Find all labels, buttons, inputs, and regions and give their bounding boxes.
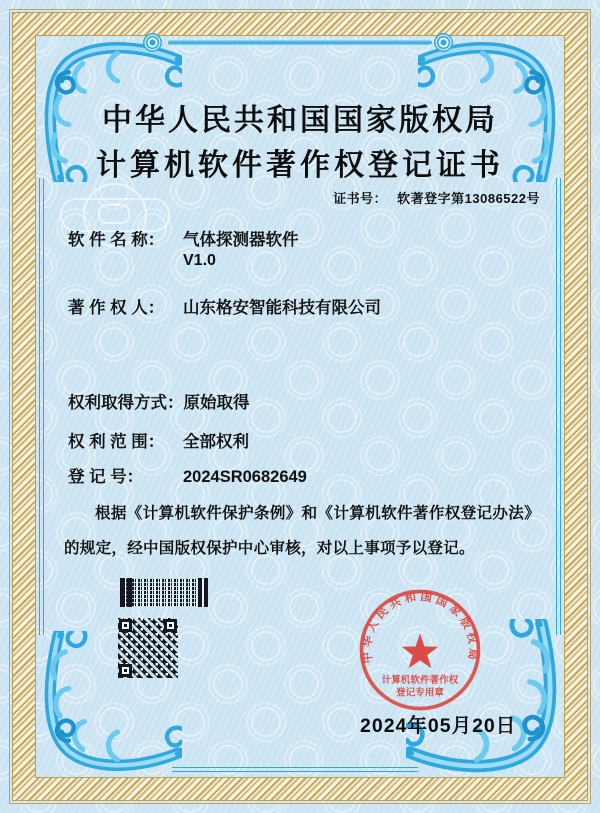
field-value: 原始取得 <box>183 394 250 412</box>
border-medallion-icon <box>434 33 453 52</box>
field-software-version: V1.0 <box>183 252 216 269</box>
field-value: 2024SR0682649 <box>183 468 307 486</box>
seal-arc-text: 中华人民共和国国家版权局 <box>361 590 479 665</box>
certificate-number-value: 软著登字第13086522号 <box>397 191 540 206</box>
seal-text-line2: 登记专用章 <box>396 687 444 699</box>
barcode-icon <box>120 578 208 607</box>
field-value: 山东格安智能科技有限公司 <box>183 299 381 317</box>
field-software-name <box>68 226 299 250</box>
field-rights-scope <box>68 428 249 452</box>
field-rights-acquisition <box>68 389 250 413</box>
seal-text-line1: 计算机软件著作权 <box>381 674 459 686</box>
certificate-number-label: 证书号： <box>333 191 388 206</box>
red-star-icon <box>402 634 439 669</box>
official-seal <box>356 586 484 714</box>
qr-code-icon <box>118 618 178 678</box>
inner-border-right <box>556 178 561 635</box>
field-label: 软 件 名 称： <box>68 231 165 249</box>
page-title-line1: 中华人民共和国国家版权局 <box>102 104 498 137</box>
border-medallion-icon <box>143 33 162 52</box>
registration-statement: 根据《计算机软件保护条例》和《计算机软件著作权登记办法》的规定，经中国版权保护中心审核，对以上事项予以登记。 <box>64 505 540 557</box>
field-label: 权 利 范 围： <box>68 433 165 451</box>
qr-finder-icon <box>164 619 177 632</box>
qr-finder-icon <box>119 619 132 632</box>
field-value: 全部权利 <box>183 433 249 451</box>
inner-border-top <box>168 40 432 45</box>
qr-finder-icon <box>119 664 132 677</box>
certificate-number <box>333 188 540 207</box>
field-copyright-owner <box>68 294 381 318</box>
field-label: 登 记 号： <box>68 468 144 486</box>
field-label: 权利取得方式： <box>68 394 184 412</box>
field-registration-number <box>68 463 307 487</box>
inner-border-left <box>39 178 44 635</box>
inner-border-bottom <box>172 767 418 772</box>
registration-date: 2024年05月20日 <box>360 715 517 737</box>
page-title-line2: 计算机软件著作权登记证书 <box>96 149 504 182</box>
field-label: 著 作 权 人： <box>68 299 165 317</box>
field-value: 气体探测器软件 <box>183 231 299 249</box>
